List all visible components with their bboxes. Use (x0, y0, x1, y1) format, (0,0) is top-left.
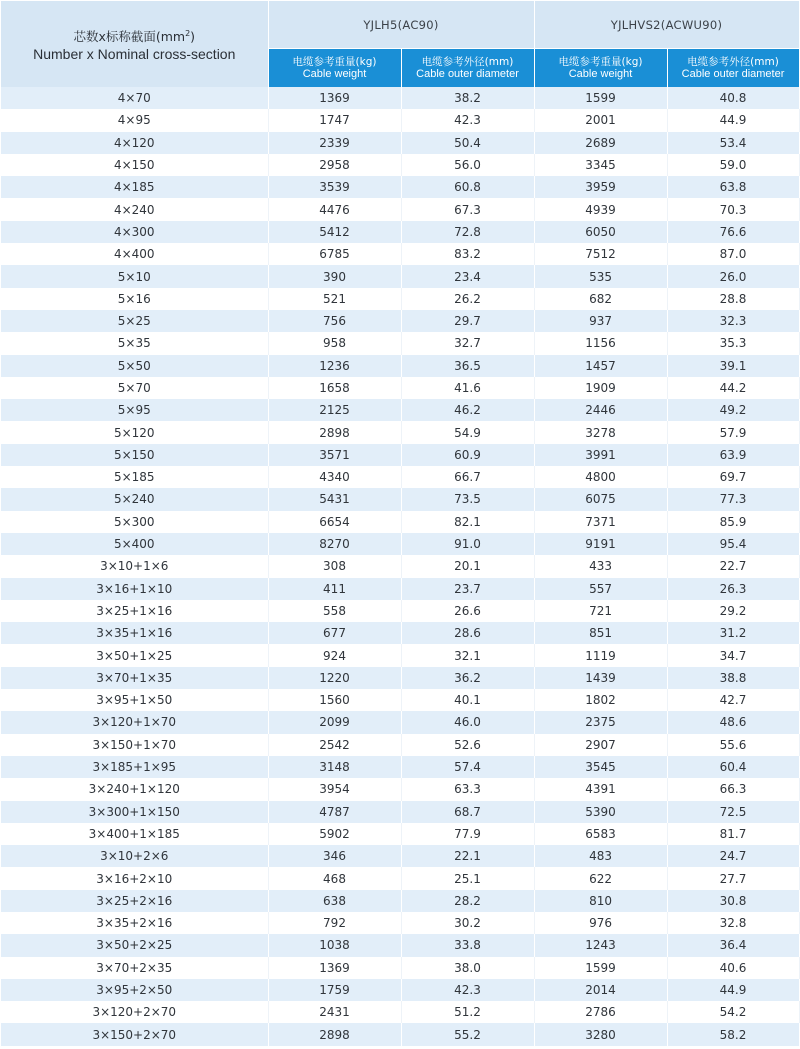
diameter-acwu90-cell: 44.2 (667, 377, 799, 399)
table-row (1, 355, 799, 377)
weight-ac90-cell: 792 (268, 912, 401, 934)
weight-acwu90-cell: 4800 (534, 466, 667, 488)
weight-acwu90-cell: 1243 (534, 934, 667, 956)
weight-acwu90-cell: 9191 (534, 533, 667, 555)
weight-ac90-cell: 5412 (268, 221, 401, 243)
diameter-ac90-cell: 32.1 (401, 644, 534, 666)
weight-acwu90-cell: 1439 (534, 667, 667, 689)
weight-ac90-cell: 1369 (268, 87, 401, 109)
table-row (1, 87, 799, 109)
corner-en-label: Number x Nominal cross-section (33, 45, 236, 62)
weight-acwu90-cell: 1802 (534, 689, 667, 711)
diameter-acwu90-cell: 57.9 (667, 421, 799, 443)
table-row (1, 845, 799, 867)
weight-ac90-cell: 1560 (268, 689, 401, 711)
diameter-acwu90-cell: 34.7 (667, 644, 799, 666)
cross-section-cell: 4×120 (1, 132, 268, 154)
cross-section-cell: 3×185+1×95 (1, 756, 268, 778)
cross-section-cell: 5×185 (1, 466, 268, 488)
weight-acwu90-cell: 622 (534, 867, 667, 889)
diameter-acwu90-cell: 53.4 (667, 132, 799, 154)
cross-section-cell: 3×240+1×120 (1, 778, 268, 800)
diameter-ac90-cell: 46.0 (401, 711, 534, 733)
diameter-acwu90-cell: 48.6 (667, 711, 799, 733)
diameter-acwu90-cell: 40.8 (667, 87, 799, 109)
table-row (1, 154, 799, 176)
cross-section-cell: 5×70 (1, 377, 268, 399)
diameter-acwu90-cell: 40.6 (667, 957, 799, 979)
weight-ac90-cell: 2542 (268, 734, 401, 756)
weight-acwu90-cell: 3278 (534, 421, 667, 443)
diameter-ac90-cell: 60.8 (401, 176, 534, 198)
diameter-ac90-cell: 46.2 (401, 399, 534, 421)
weight-acwu90-cell: 7512 (534, 243, 667, 265)
table-row (1, 778, 799, 800)
table-row (1, 488, 799, 510)
weight-acwu90-cell: 483 (534, 845, 667, 867)
cross-section-cell: 5×240 (1, 488, 268, 510)
weight-acwu90-cell: 851 (534, 622, 667, 644)
diameter-ac90-cell: 38.2 (401, 87, 534, 109)
diameter-ac90-cell: 60.9 (401, 444, 534, 466)
diameter-acwu90-cell: 27.7 (667, 867, 799, 889)
table-row (1, 622, 799, 644)
cross-section-cell: 4×95 (1, 109, 268, 131)
table-row (1, 176, 799, 198)
weight-ac90-cell: 3954 (268, 778, 401, 800)
weight-ac90-cell: 756 (268, 310, 401, 332)
weight-ac90-cell: 2958 (268, 154, 401, 176)
cross-section-cell: 3×120+2×70 (1, 1001, 268, 1023)
diameter-ac90-cell: 50.4 (401, 132, 534, 154)
weight-ac90-cell: 677 (268, 622, 401, 644)
cross-section-cell: 5×50 (1, 355, 268, 377)
diameter-ac90-cell: 26.6 (401, 600, 534, 622)
diameter-acwu90-cell: 58.2 (667, 1023, 799, 1045)
subheader-diameter-2 (667, 49, 799, 88)
diameter-ac90-cell: 28.6 (401, 622, 534, 644)
cross-section-cell: 5×95 (1, 399, 268, 421)
diameter-ac90-cell: 41.6 (401, 377, 534, 399)
diameter-ac90-cell: 33.8 (401, 934, 534, 956)
table-row (1, 1001, 799, 1023)
cross-section-cell: 5×400 (1, 533, 268, 555)
table-row (1, 934, 799, 956)
diameter-ac90-cell: 28.2 (401, 890, 534, 912)
diameter-acwu90-cell: 72.5 (667, 801, 799, 823)
table-row (1, 912, 799, 934)
cross-section-cell: 3×300+1×150 (1, 801, 268, 823)
diameter-ac90-cell: 23.4 (401, 265, 534, 287)
diameter-acwu90-cell: 44.9 (667, 979, 799, 1001)
weight-acwu90-cell: 2001 (534, 109, 667, 131)
cross-section-cell: 4×185 (1, 176, 268, 198)
diameter-ac90-cell: 77.9 (401, 823, 534, 845)
diameter-ac90-cell: 38.0 (401, 957, 534, 979)
weight-acwu90-cell: 433 (534, 555, 667, 577)
diameter-ac90-cell: 42.3 (401, 109, 534, 131)
cross-section-cell: 3×35+2×16 (1, 912, 268, 934)
cross-section-cell: 3×50+2×25 (1, 934, 268, 956)
cross-section-cell: 5×35 (1, 332, 268, 354)
cross-section-cell: 4×240 (1, 198, 268, 220)
cross-section-cell: 4×400 (1, 243, 268, 265)
cross-section-cell: 3×16+2×10 (1, 867, 268, 889)
table-row (1, 644, 799, 666)
weight-acwu90-cell: 7371 (534, 511, 667, 533)
diameter-ac90-cell: 25.1 (401, 867, 534, 889)
weight-ac90-cell: 1747 (268, 109, 401, 131)
table-row (1, 132, 799, 154)
diameter-ac90-cell: 36.5 (401, 355, 534, 377)
table-row (1, 600, 799, 622)
table-row (1, 288, 799, 310)
weight-ac90-cell: 411 (268, 578, 401, 600)
weight-ac90-cell: 5431 (268, 488, 401, 510)
weight-acwu90-cell: 682 (534, 288, 667, 310)
subheader-en: Cable weight (568, 68, 633, 80)
diameter-acwu90-cell: 26.0 (667, 265, 799, 287)
cross-section-cell: 5×150 (1, 444, 268, 466)
weight-ac90-cell: 521 (268, 288, 401, 310)
weight-acwu90-cell: 3345 (534, 154, 667, 176)
subheader-weight-1 (268, 49, 401, 88)
corner-close-paren: ) (190, 29, 196, 45)
diameter-ac90-cell: 40.1 (401, 689, 534, 711)
cross-section-cell: 3×50+1×25 (1, 644, 268, 666)
diameter-acwu90-cell: 77.3 (667, 488, 799, 510)
diameter-acwu90-cell: 32.3 (667, 310, 799, 332)
table-row (1, 533, 799, 555)
cross-section-column-header (1, 1, 268, 87)
diameter-acwu90-cell: 22.7 (667, 555, 799, 577)
diameter-ac90-cell: 82.1 (401, 511, 534, 533)
weight-ac90-cell: 2898 (268, 421, 401, 443)
weight-ac90-cell: 924 (268, 644, 401, 666)
table-row (1, 421, 799, 443)
subheader-weight-2 (534, 49, 667, 88)
diameter-acwu90-cell: 59.0 (667, 154, 799, 176)
weight-ac90-cell: 2125 (268, 399, 401, 421)
table-row (1, 377, 799, 399)
weight-acwu90-cell: 6050 (534, 221, 667, 243)
weight-ac90-cell: 1759 (268, 979, 401, 1001)
weight-acwu90-cell: 535 (534, 265, 667, 287)
weight-ac90-cell: 2431 (268, 1001, 401, 1023)
weight-acwu90-cell: 2446 (534, 399, 667, 421)
subheader-diameter-1 (401, 49, 534, 88)
weight-ac90-cell: 1658 (268, 377, 401, 399)
cross-section-cell: 3×16+1×10 (1, 578, 268, 600)
weight-ac90-cell: 3539 (268, 176, 401, 198)
cross-section-cell: 3×10+1×6 (1, 555, 268, 577)
weight-acwu90-cell: 976 (534, 912, 667, 934)
table-row (1, 511, 799, 533)
diameter-ac90-cell: 55.2 (401, 1023, 534, 1045)
weight-ac90-cell: 3148 (268, 756, 401, 778)
table-row (1, 734, 799, 756)
diameter-acwu90-cell: 36.4 (667, 934, 799, 956)
weight-ac90-cell: 958 (268, 332, 401, 354)
diameter-ac90-cell: 72.8 (401, 221, 534, 243)
weight-ac90-cell: 1038 (268, 934, 401, 956)
cross-section-cell: 3×10+2×6 (1, 845, 268, 867)
diameter-acwu90-cell: 26.3 (667, 578, 799, 600)
cross-section-cell: 5×25 (1, 310, 268, 332)
subheader-cn: 电缆参考外径(mm) (421, 56, 514, 68)
subheader-cn: 电缆参考重量(kg) (292, 56, 377, 68)
diameter-acwu90-cell: 31.2 (667, 622, 799, 644)
table-header (1, 1, 799, 87)
table-row (1, 198, 799, 220)
table-row (1, 399, 799, 421)
weight-ac90-cell: 6785 (268, 243, 401, 265)
weight-ac90-cell: 2339 (268, 132, 401, 154)
table-row (1, 689, 799, 711)
weight-ac90-cell: 6654 (268, 511, 401, 533)
table-row (1, 979, 799, 1001)
table-row (1, 555, 799, 577)
table-row (1, 890, 799, 912)
cross-section-cell: 3×150+2×70 (1, 1023, 268, 1045)
cross-section-cell: 3×95+1×50 (1, 689, 268, 711)
diameter-ac90-cell: 36.2 (401, 667, 534, 689)
diameter-acwu90-cell: 87.0 (667, 243, 799, 265)
weight-ac90-cell: 346 (268, 845, 401, 867)
table-row (1, 867, 799, 889)
weight-ac90-cell: 5902 (268, 823, 401, 845)
corner-superscript: 2 (185, 29, 191, 39)
table-row (1, 756, 799, 778)
weight-acwu90-cell: 1457 (534, 355, 667, 377)
table-row (1, 221, 799, 243)
weight-ac90-cell: 638 (268, 890, 401, 912)
weight-acwu90-cell: 810 (534, 890, 667, 912)
diameter-ac90-cell: 52.6 (401, 734, 534, 756)
weight-acwu90-cell: 5390 (534, 801, 667, 823)
diameter-acwu90-cell: 85.9 (667, 511, 799, 533)
diameter-ac90-cell: 30.2 (401, 912, 534, 934)
diameter-ac90-cell: 91.0 (401, 533, 534, 555)
weight-acwu90-cell: 2689 (534, 132, 667, 154)
diameter-ac90-cell: 68.7 (401, 801, 534, 823)
subheader-cn: 电缆参考重量(kg) (558, 56, 643, 68)
weight-ac90-cell: 308 (268, 555, 401, 577)
diameter-acwu90-cell: 70.3 (667, 198, 799, 220)
weight-acwu90-cell: 3959 (534, 176, 667, 198)
weight-acwu90-cell: 4391 (534, 778, 667, 800)
diameter-acwu90-cell: 29.2 (667, 600, 799, 622)
cross-section-cell: 3×70+2×35 (1, 957, 268, 979)
weight-acwu90-cell: 6583 (534, 823, 667, 845)
weight-acwu90-cell: 1599 (534, 957, 667, 979)
diameter-acwu90-cell: 38.8 (667, 667, 799, 689)
diameter-acwu90-cell: 24.7 (667, 845, 799, 867)
weight-acwu90-cell: 1909 (534, 377, 667, 399)
weight-ac90-cell: 558 (268, 600, 401, 622)
diameter-acwu90-cell: 66.3 (667, 778, 799, 800)
weight-acwu90-cell: 2786 (534, 1001, 667, 1023)
diameter-ac90-cell: 56.0 (401, 154, 534, 176)
diameter-ac90-cell: 23.7 (401, 578, 534, 600)
table-row (1, 310, 799, 332)
table-row (1, 667, 799, 689)
table-row (1, 957, 799, 979)
table-body (1, 87, 799, 1046)
table-row (1, 578, 799, 600)
diameter-acwu90-cell: 39.1 (667, 355, 799, 377)
diameter-acwu90-cell: 60.4 (667, 756, 799, 778)
cable-spec-table (1, 1, 800, 1046)
diameter-acwu90-cell: 63.8 (667, 176, 799, 198)
weight-ac90-cell: 1236 (268, 355, 401, 377)
cross-section-cell: 5×300 (1, 511, 268, 533)
diameter-ac90-cell: 57.4 (401, 756, 534, 778)
weight-acwu90-cell: 2375 (534, 711, 667, 733)
subheader-cn: 电缆参考外径(mm) (687, 56, 779, 68)
cross-section-cell: 3×400+1×185 (1, 823, 268, 845)
table-row (1, 265, 799, 287)
weight-acwu90-cell: 6075 (534, 488, 667, 510)
weight-acwu90-cell: 1119 (534, 644, 667, 666)
table-row (1, 332, 799, 354)
table-row (1, 1023, 799, 1045)
weight-acwu90-cell: 3545 (534, 756, 667, 778)
weight-acwu90-cell: 557 (534, 578, 667, 600)
subheader-en: Cable outer diameter (416, 68, 519, 80)
diameter-ac90-cell: 20.1 (401, 555, 534, 577)
weight-ac90-cell: 1220 (268, 667, 401, 689)
weight-acwu90-cell: 4939 (534, 198, 667, 220)
cross-section-cell: 3×35+1×16 (1, 622, 268, 644)
diameter-acwu90-cell: 49.2 (667, 399, 799, 421)
subheader-en: Cable weight (302, 68, 367, 80)
diameter-acwu90-cell: 42.7 (667, 689, 799, 711)
weight-ac90-cell: 2898 (268, 1023, 401, 1045)
table-row (1, 823, 799, 845)
weight-ac90-cell: 8270 (268, 533, 401, 555)
cross-section-cell: 3×70+1×35 (1, 667, 268, 689)
weight-acwu90-cell: 721 (534, 600, 667, 622)
diameter-ac90-cell: 73.5 (401, 488, 534, 510)
cross-section-cell: 3×95+2×50 (1, 979, 268, 1001)
diameter-ac90-cell: 67.3 (401, 198, 534, 220)
cross-section-cell: 4×150 (1, 154, 268, 176)
diameter-ac90-cell: 66.7 (401, 466, 534, 488)
weight-ac90-cell: 1369 (268, 957, 401, 979)
diameter-ac90-cell: 63.3 (401, 778, 534, 800)
table-row (1, 711, 799, 733)
diameter-acwu90-cell: 63.9 (667, 444, 799, 466)
diameter-ac90-cell: 42.3 (401, 979, 534, 1001)
diameter-acwu90-cell: 44.9 (667, 109, 799, 131)
cross-section-cell: 5×16 (1, 288, 268, 310)
table-row (1, 243, 799, 265)
weight-ac90-cell: 390 (268, 265, 401, 287)
cross-section-cell: 5×120 (1, 421, 268, 443)
weight-ac90-cell: 3571 (268, 444, 401, 466)
cross-section-cell: 5×10 (1, 265, 268, 287)
diameter-acwu90-cell: 28.8 (667, 288, 799, 310)
table-row (1, 466, 799, 488)
diameter-ac90-cell: 54.9 (401, 421, 534, 443)
diameter-acwu90-cell: 69.7 (667, 466, 799, 488)
weight-acwu90-cell: 1599 (534, 87, 667, 109)
diameter-acwu90-cell: 32.8 (667, 912, 799, 934)
diameter-acwu90-cell: 30.8 (667, 890, 799, 912)
weight-ac90-cell: 468 (268, 867, 401, 889)
diameter-acwu90-cell: 54.2 (667, 1001, 799, 1023)
diameter-ac90-cell: 22.1 (401, 845, 534, 867)
weight-acwu90-cell: 1156 (534, 332, 667, 354)
cross-section-cell: 3×25+2×16 (1, 890, 268, 912)
table-row (1, 801, 799, 823)
diameter-ac90-cell: 32.7 (401, 332, 534, 354)
weight-ac90-cell: 2099 (268, 711, 401, 733)
weight-acwu90-cell: 937 (534, 310, 667, 332)
diameter-ac90-cell: 26.2 (401, 288, 534, 310)
cross-section-cell: 3×25+1×16 (1, 600, 268, 622)
corner-cn-label: 芯数x标称截面(mm (73, 29, 186, 45)
diameter-acwu90-cell: 95.4 (667, 533, 799, 555)
diameter-ac90-cell: 83.2 (401, 243, 534, 265)
cross-section-cell: 3×120+1×70 (1, 711, 268, 733)
table-row (1, 444, 799, 466)
diameter-acwu90-cell: 55.6 (667, 734, 799, 756)
weight-acwu90-cell: 2014 (534, 979, 667, 1001)
cross-section-cell: 3×150+1×70 (1, 734, 268, 756)
weight-ac90-cell: 4340 (268, 466, 401, 488)
table-row (1, 109, 799, 131)
weight-acwu90-cell: 3991 (534, 444, 667, 466)
diameter-acwu90-cell: 81.7 (667, 823, 799, 845)
diameter-ac90-cell: 51.2 (401, 1001, 534, 1023)
diameter-acwu90-cell: 76.6 (667, 221, 799, 243)
weight-ac90-cell: 4476 (268, 198, 401, 220)
cross-section-cell: 4×70 (1, 87, 268, 109)
cross-section-cell: 4×300 (1, 221, 268, 243)
diameter-ac90-cell: 29.7 (401, 310, 534, 332)
group-header-yjlhvs2: YJLHVS2(ACWU90) (534, 1, 799, 49)
group-header-yjlh5: YJLH5(AC90) (268, 1, 534, 49)
weight-ac90-cell: 4787 (268, 801, 401, 823)
weight-acwu90-cell: 3280 (534, 1023, 667, 1045)
weight-acwu90-cell: 2907 (534, 734, 667, 756)
diameter-acwu90-cell: 35.3 (667, 332, 799, 354)
subheader-en: Cable outer diameter (681, 68, 785, 80)
